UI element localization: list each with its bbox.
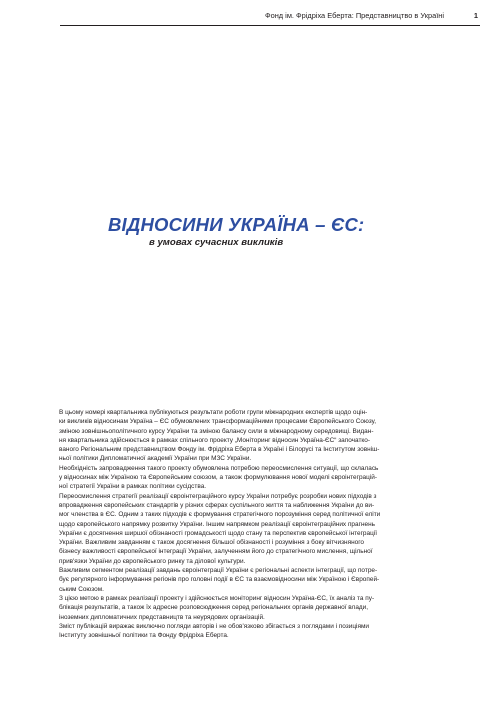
- body-line: України є досягнення ширшої обізнаності громадськості щодо стану та перспектив європейської інтеграції: [59, 529, 377, 537]
- body-text: [59, 408, 443, 640]
- body-line: В цьому номері квартальника публікуються результати роботи групи міжнародних експертів щодо оцін-: [59, 409, 368, 416]
- body-line: ки викликів відносинам Україна – ЄС обумовлених трансформаційними процесами Європейського Союзу,: [59, 418, 377, 426]
- document-subtitle: в умовах сучасних викликів: [149, 237, 284, 248]
- body-line: бує регулярного інформування регіонів про головні події в ЄС та взаємовідносини між Україною і Європей-: [59, 576, 380, 584]
- body-line: у відносинах між Україною та Європейським союзом, а також формулювання нової моделі євроінтеграцій-: [59, 474, 377, 482]
- body-line: Зміст публікацій виражає виключно погляди авторів і не обов'язково збігається з поглядами і позиціями: [59, 622, 369, 630]
- body-line: ня квартальника здійснюється в рамках спільного проекту „Моніторинг відносин Україна-ЄС“ започатко-: [59, 436, 371, 444]
- body-line: бізнесу важливості європейської інтеграції України, залученням його до стратегічного мислення, щільної: [59, 548, 373, 556]
- body-line: Важливим сегментом реалізації завдань євроінтеграції України є регіональні аспекти інтеграції, що потре-: [59, 567, 378, 575]
- body-line: ної стратегії України в рамках політики сусідства.: [59, 483, 207, 491]
- body-line: Переосмислення стратегії реалізації євроінтеграційного курсу України потребує розробки нових підходів з: [59, 492, 377, 500]
- body-line: щодо європейського напрямку розвитку України. Іншим напрямком реалізації євроінтеграційних прагнень: [59, 520, 375, 528]
- body-line: З цією метою в рамках реалізації проекту і здійснюється моніторинг відносин Україна-ЄС, їх аналіз та пу-: [59, 594, 375, 602]
- body-line: Інституту зовнішньої політики та Фонду Фрідріха Еберта.: [59, 632, 229, 640]
- title-block: [108, 214, 408, 249]
- body-line: зміною зовнішньополітичного курсу України та зміною балансу сили в міжнародному середовищі. Видан-: [59, 427, 374, 435]
- body-line: прив'язки України до європейського ринку та ділової культури.: [59, 557, 246, 565]
- body-line: блікація результатів, а також їх адресне розповсюдження серед регіональних органів державної влади,: [59, 604, 369, 612]
- body-line: ваного Регіональним представництвом Фонду ім. Фрідріха Еберта в Україні і Білорусі та Інститутом зовніш-: [59, 446, 380, 454]
- body-line: впровадження європейських стандартів у різних сферах суспільного життя та наближення України до ви-: [59, 501, 375, 509]
- document-title: ВІДНОСИНИ УКРАЇНА – ЄС:: [108, 214, 365, 235]
- body-line: ським Союзом.: [59, 585, 104, 593]
- header-text: Фонд ім. Фрідріха Еберта: Представництво в Україні: [265, 11, 444, 20]
- body-line: іноземних дипломатичних представництв та неурядових організацій.: [59, 613, 265, 621]
- body-line: Необхідність запровадження такого проекту обумовлена потребою переосмислення ситуації, що склалась: [59, 464, 379, 472]
- body-line: України. Важливим завданням є також досягнення більшої обізнаності і розуміння з боку вітчизняного: [59, 539, 365, 547]
- page-number: 1: [473, 11, 478, 20]
- body-line: ньої політики Дипломатичної академії України при МЗС України.: [59, 455, 252, 463]
- body-line: мог членства в ЄС. Одним з таких підходів є формування стратегічного порозуміння серед політичної еліти: [59, 511, 381, 519]
- page-header: [60, 9, 480, 26]
